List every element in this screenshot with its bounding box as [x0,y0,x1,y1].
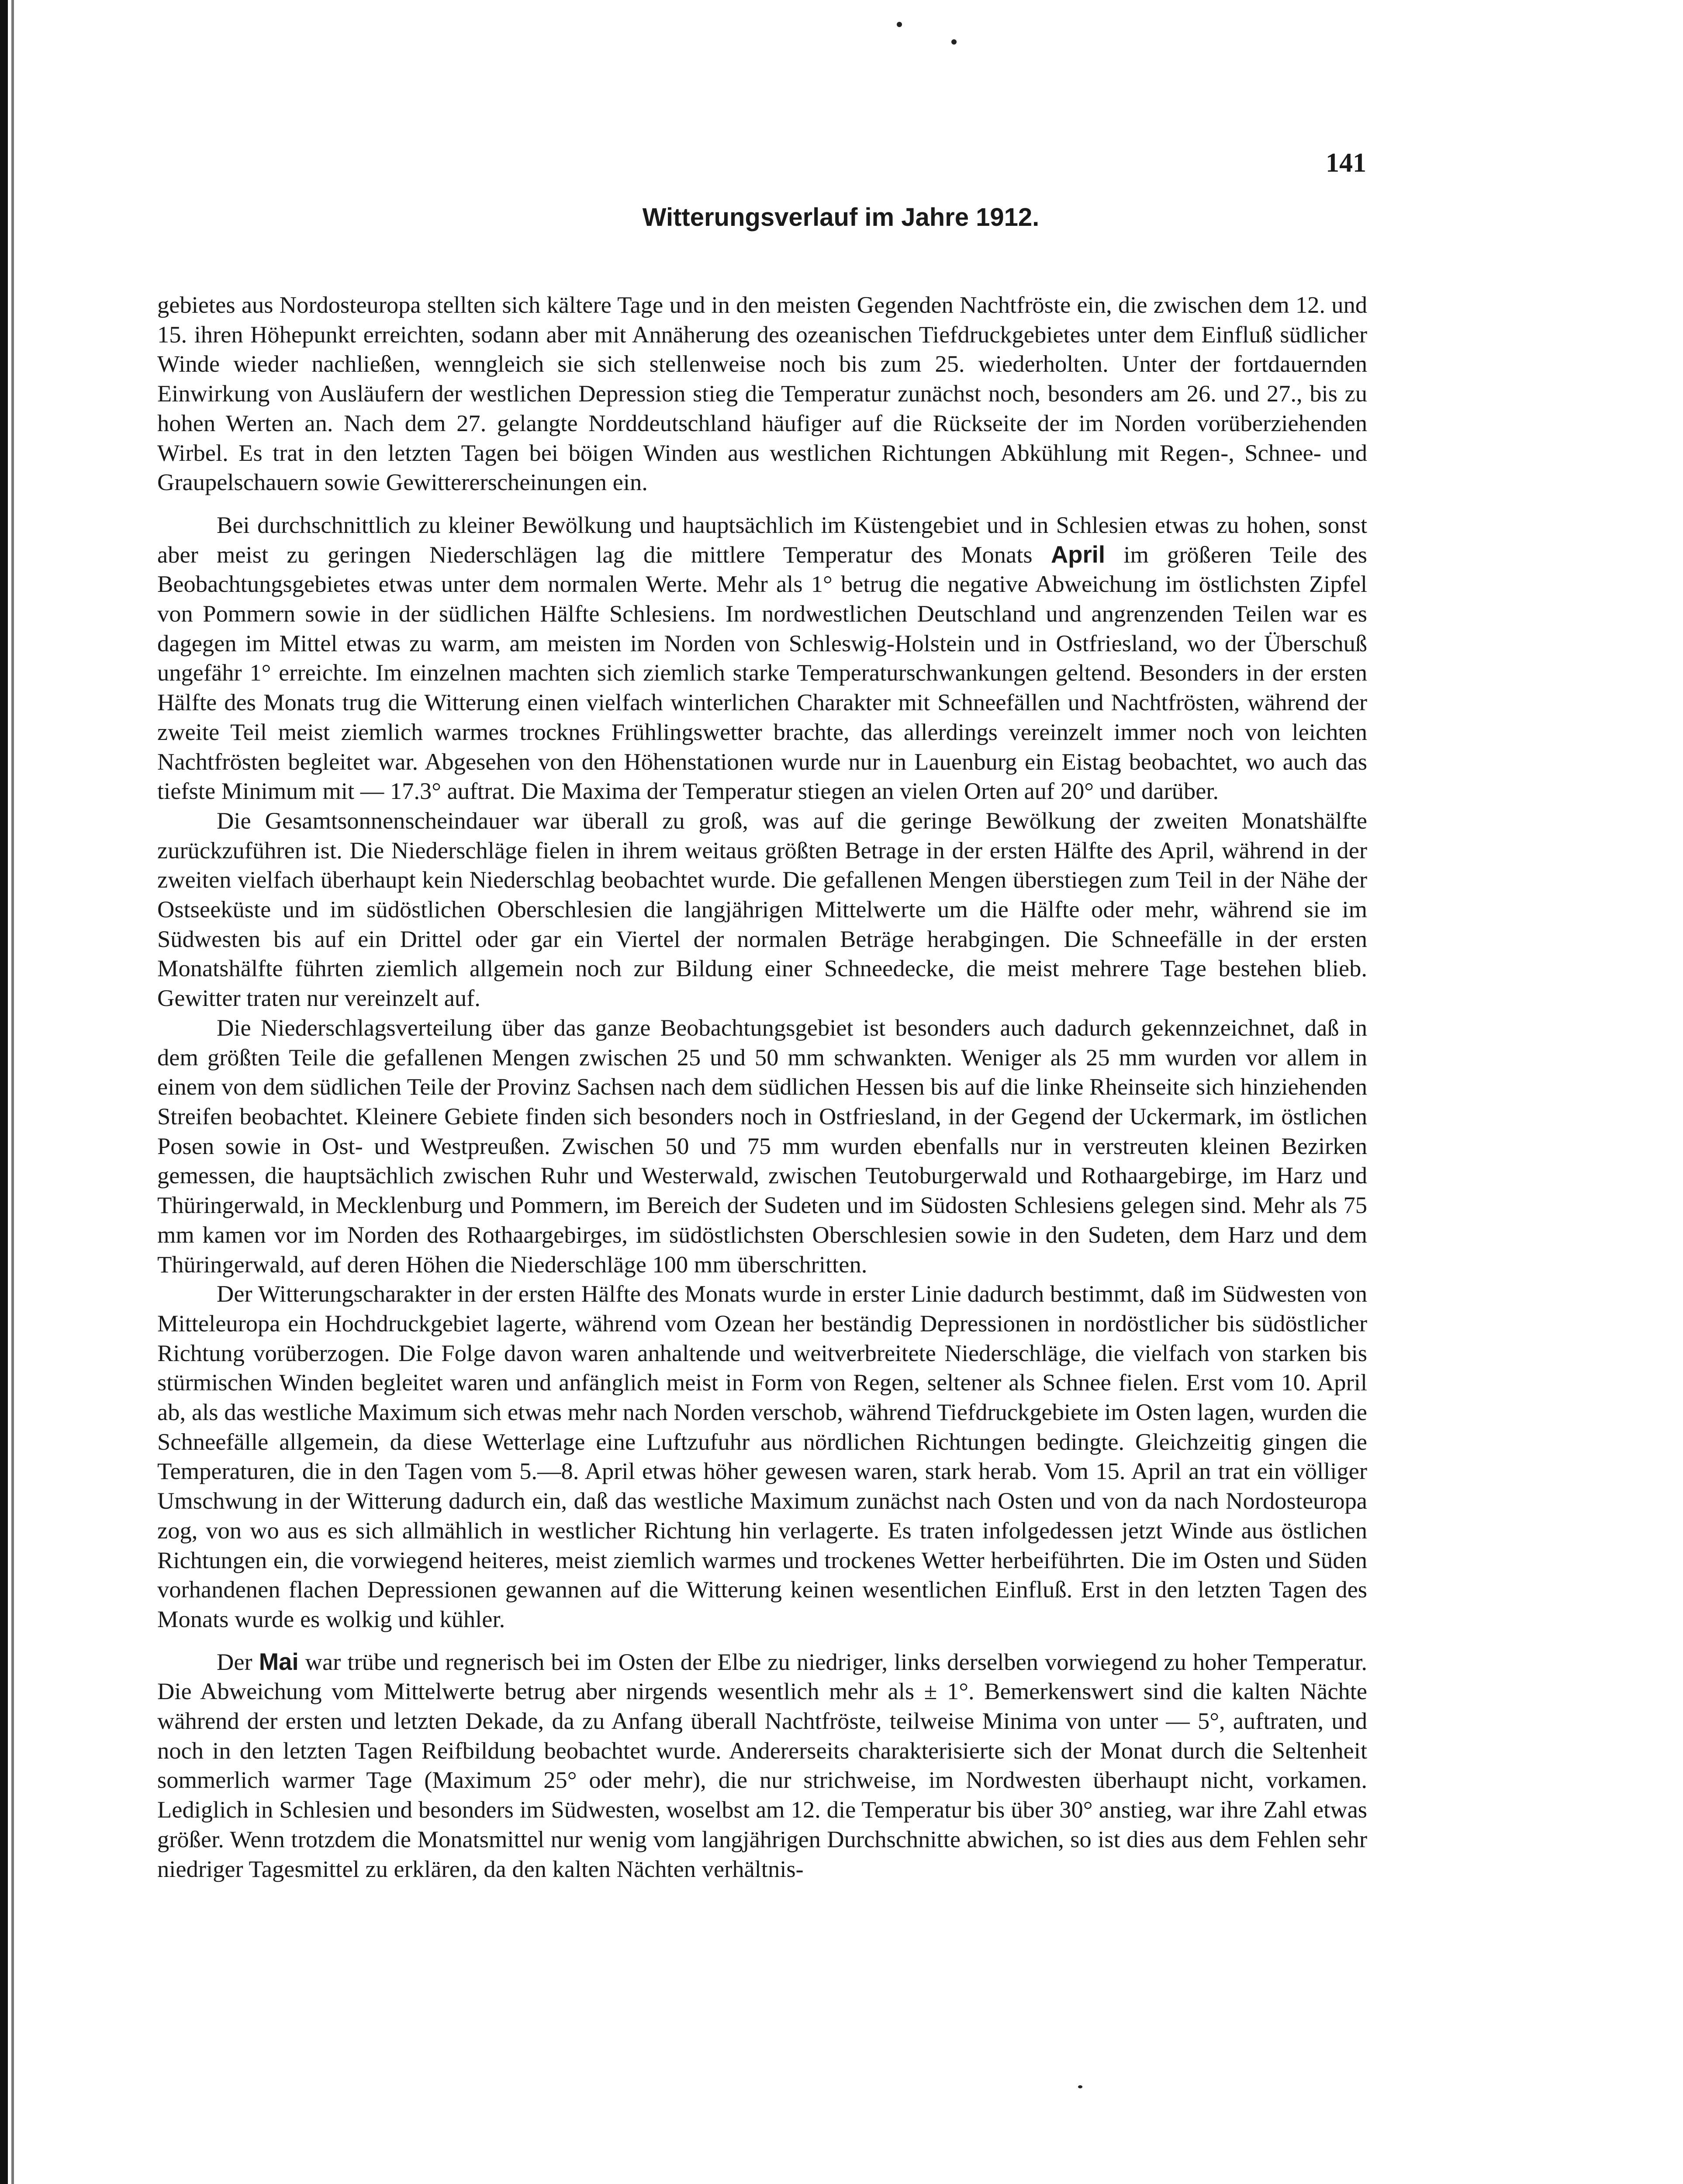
paragraph-text: Der [217,1648,259,1675]
paragraph: Die Niederschlagsverteilung über das ganze Beobachtungsgebiet ist besonders auch dadurch gekennzeichnet, daß in dem größten Teile die gefallenen Mengen zwischen 25 und 50 mm schwankten. Weniger als 25 mm wurden vor allem in einem von dem südlichen Teile der Provinz Sachsen nach dem südlichen Hessen bis auf die linke Rheinseite sich hinziehenden Streifen beobachtet. Kleinere Gebiete finden sich besonders noch in Ostfriesland, in der Gegend der Uckermark, im östlichen Posen sowie in Ost- und Westpreußen. Zwischen 50 und 75 mm wurden ebenfalls nur in verstreuten kleinen Bezirken gemessen, die hauptsächlich zwischen Ruhr und Westerwald, zwischen Teutoburgerwald und Rothaargebirge, im Harz und Thüringerwald, in Mecklenburg und Pommern, im Bereich der Sudeten und im Südosten Schlesiens gelegen sind. Mehr als 75 mm kamen vor im Norden des Rothaargebirges, im südöstlichsten Oberschlesien sowie in den Sudeten, dem Harz und dem Thüringerwald, auf deren Höhen die Niederschläge 100 mm überschritten. [157,1014,1367,1278]
paragraph: Der Witterungscharakter in der ersten Hälfte des Monats wurde in erster Linie dadurch bestimmt, daß im Südwesten von Mitteleuropa ein Hochdruckgebiet lagerte, während vom Ozean her beständig Depressionen in nordöstlicher bis südöstlicher Richtung vorüberzogen. Die Folge davon waren anhaltende und weitverbreitete Niederschläge, die vielfach von starken bis stürmischen Winden begleitet waren und anfänglich meist in Form von Regen, seltener als Schnee fielen. Erst vom 10. April ab, als das westliche Maximum sich etwas mehr nach Norden verschob, während Tiefdruckgebiete im Osten lagen, wurden die Schneefälle allgemein, da diese Wetterlage eine Luftzufuhr aus nördlichen Richtungen bedingte. Gleichzeitig gingen die Temperaturen, die in den Tagen vom 5.—8. April etwas höher gewesen waren, stark herab. Vom 15. April an trat ein völliger Umschwung in der Witterung dadurch ein, daß das westliche Maximum zunächst nach Osten und von da nach Nordosteuropa zog, von wo aus es sich allmählich in westlicher Richtung hin verlagerte. Es traten infolgedessen jetzt Winde aus östlichen Richtungen ein, die vorwiegend heiteres, meist ziemlich warmes und trockenes Wetter herbeiführten. Die im Osten und Süden vorhandenen flachen Depressionen gewannen auf die Witterung keinen wesentlichen Einfluß. Erst in den letzten Tagen des Monats wurde es wolkig und kühler. [157,1280,1367,1632]
scan-edge-line [11,0,14,2184]
scan-speck [1078,2085,1082,2088]
page-number: 141 [1326,148,1366,178]
month-keyword: April [1051,541,1105,568]
scan-edge-shadow [0,0,8,2184]
paragraph-text: Bei durchschnittlich zu kleiner Bewölkung und hauptsächlich im Küstengebiet und in Schlesien etwas zu hohen, sonst aber meist zu geringen Niederschlägen lag die mittlere Temperatur des Monats [157,511,1367,568]
paragraph [157,510,1367,806]
scan-speck [897,22,902,27]
paragraph [157,1647,1367,1884]
paragraph: gebietes aus Nordosteuropa stellten sich kältere Tage und in den meisten Gegenden Nachtfröste ein, die zwischen dem 12. und 15. ihren Höhepunkt erreichten, sodann aber mit Annäherung des ozeanischen Tiefdruckgebietes unter dem Einfluß südlicher Winde wieder nachließen, wenngleich sie sich stellenweise noch bis zum 25. wiederholten. Unter der fortdauernden Einwirkung von Ausläufern der westlichen Depression stieg die Temperatur zunächst noch, besonders am 26. und 27., bis zu hohen Werten an. Nach dem 27. gelangte Norddeutschland häufiger auf die Rückseite der im Norden vorüberziehenden Wirbel. Es trat in den letzten Tagen bei böigen Winden aus westlichen Richtungen Abkühlung mit Regen-, Schnee- und Graupelschauern sowie Gewittererscheinungen ein. [157,291,1367,496]
paragraph: Die Gesamtsonnenscheindauer war überall zu groß, was auf die geringe Bewölkung der zweiten Monatshälfte zurückzuführen ist. Die Niederschläge fielen in ihrem weitaus größten Betrage in der ersten Hälfte des April, während in der zweiten vielfach überhaupt kein Niederschlag beobachtet wurde. Die gefallenen Mengen überstiegen zum Teil in der Nähe der Ostseeküste und im südöstlichen Oberschlesien die langjährigen Mittelwerte um die Hälfte oder mehr, während sie im Südwesten bis auf ein Drittel oder gar ein Viertel der normalen Beträge herabgingen. Die Schneefälle in der ersten Monatshälfte führten ziemlich allgemein noch zur Bildung einer Schneedecke, die meist mehrere Tage bestehen blieb. Gewitter traten nur vereinzelt auf. [157,807,1367,1012]
scan-speck [951,39,957,45]
paragraph-text: im größeren Teile des Beobachtungsgebietes etwas unter dem normalen Werte. Mehr als 1° betrug die negative Abweichung im östlichsten Zipfel von Pommern sowie in der südlichen Hälfte Schlesiens. Im nordwestlichen Deutschland und angrenzenden Teilen war es dagegen im Mittel etwas zu warm, am meisten im Norden von Schleswig-Holstein und in Ostfriesland, wo der Überschuß ungefähr 1° erreichte. Im einzelnen machten sich ziemlich starke Temperaturschwankungen geltend. Besonders in der ersten Hälfte des Monats trug die Witterung einen vielfach winterlichen Charakter mit Schneefällen und Nachtfrösten, während der zweite Teil meist ziemlich warmes trocknes Frühlingswetter brachte, das allerdings vereinzelt immer noch von leichten Nachtfrösten begleitet war. Abgesehen von den Höhenstationen wurde nur in Lauenburg ein Eistag beobachtet, wo auch das tiefste Minimum mit — 17.3° auftrat. Die Maxima der Temperatur stiegen an vielen Orten auf 20° und darüber. [157,541,1367,805]
page-title: Witterungsverlauf im Jahre 1912. [642,203,1040,232]
month-keyword: Mai [259,1648,299,1675]
paragraph-text: war trübe und regnerisch bei im Osten der Elbe zu niedriger, links derselben vorwiegend zu hoher Temperatur. Die Abweichung vom Mittelwerte betrug aber nirgends wesentlich mehr als ± 1°. Bemerkenswert sind die kalten Nächte während der ersten und letzten Dekade, da zu Anfang überall Nachtfröste, teilweise Minima von unter — 5°, auftraten, und noch in den letzten Tagen Reifbildung beobachtet wurde. Andererseits charakterisierte sich der Monat durch die Seltenheit sommerlich warmer Tage (Maximum 25° oder mehr), die nur strichweise, im Nordwesten überhaupt nicht, vorkamen. Lediglich in Schlesien und besonders im Südwesten, woselbst am 12. die Temperatur bis über 30° anstieg, war ihre Zahl etwas größer. Wenn trotzdem die Monatsmittel nur wenig vom langjährigen Durchschnitte abwichen, so ist dies aus dem Fehlen sehr niedriger Tagesmittel zu erklären, da den kalten Nächten verhältnis- [157,1648,1367,1882]
body-text [157,290,1367,1883]
